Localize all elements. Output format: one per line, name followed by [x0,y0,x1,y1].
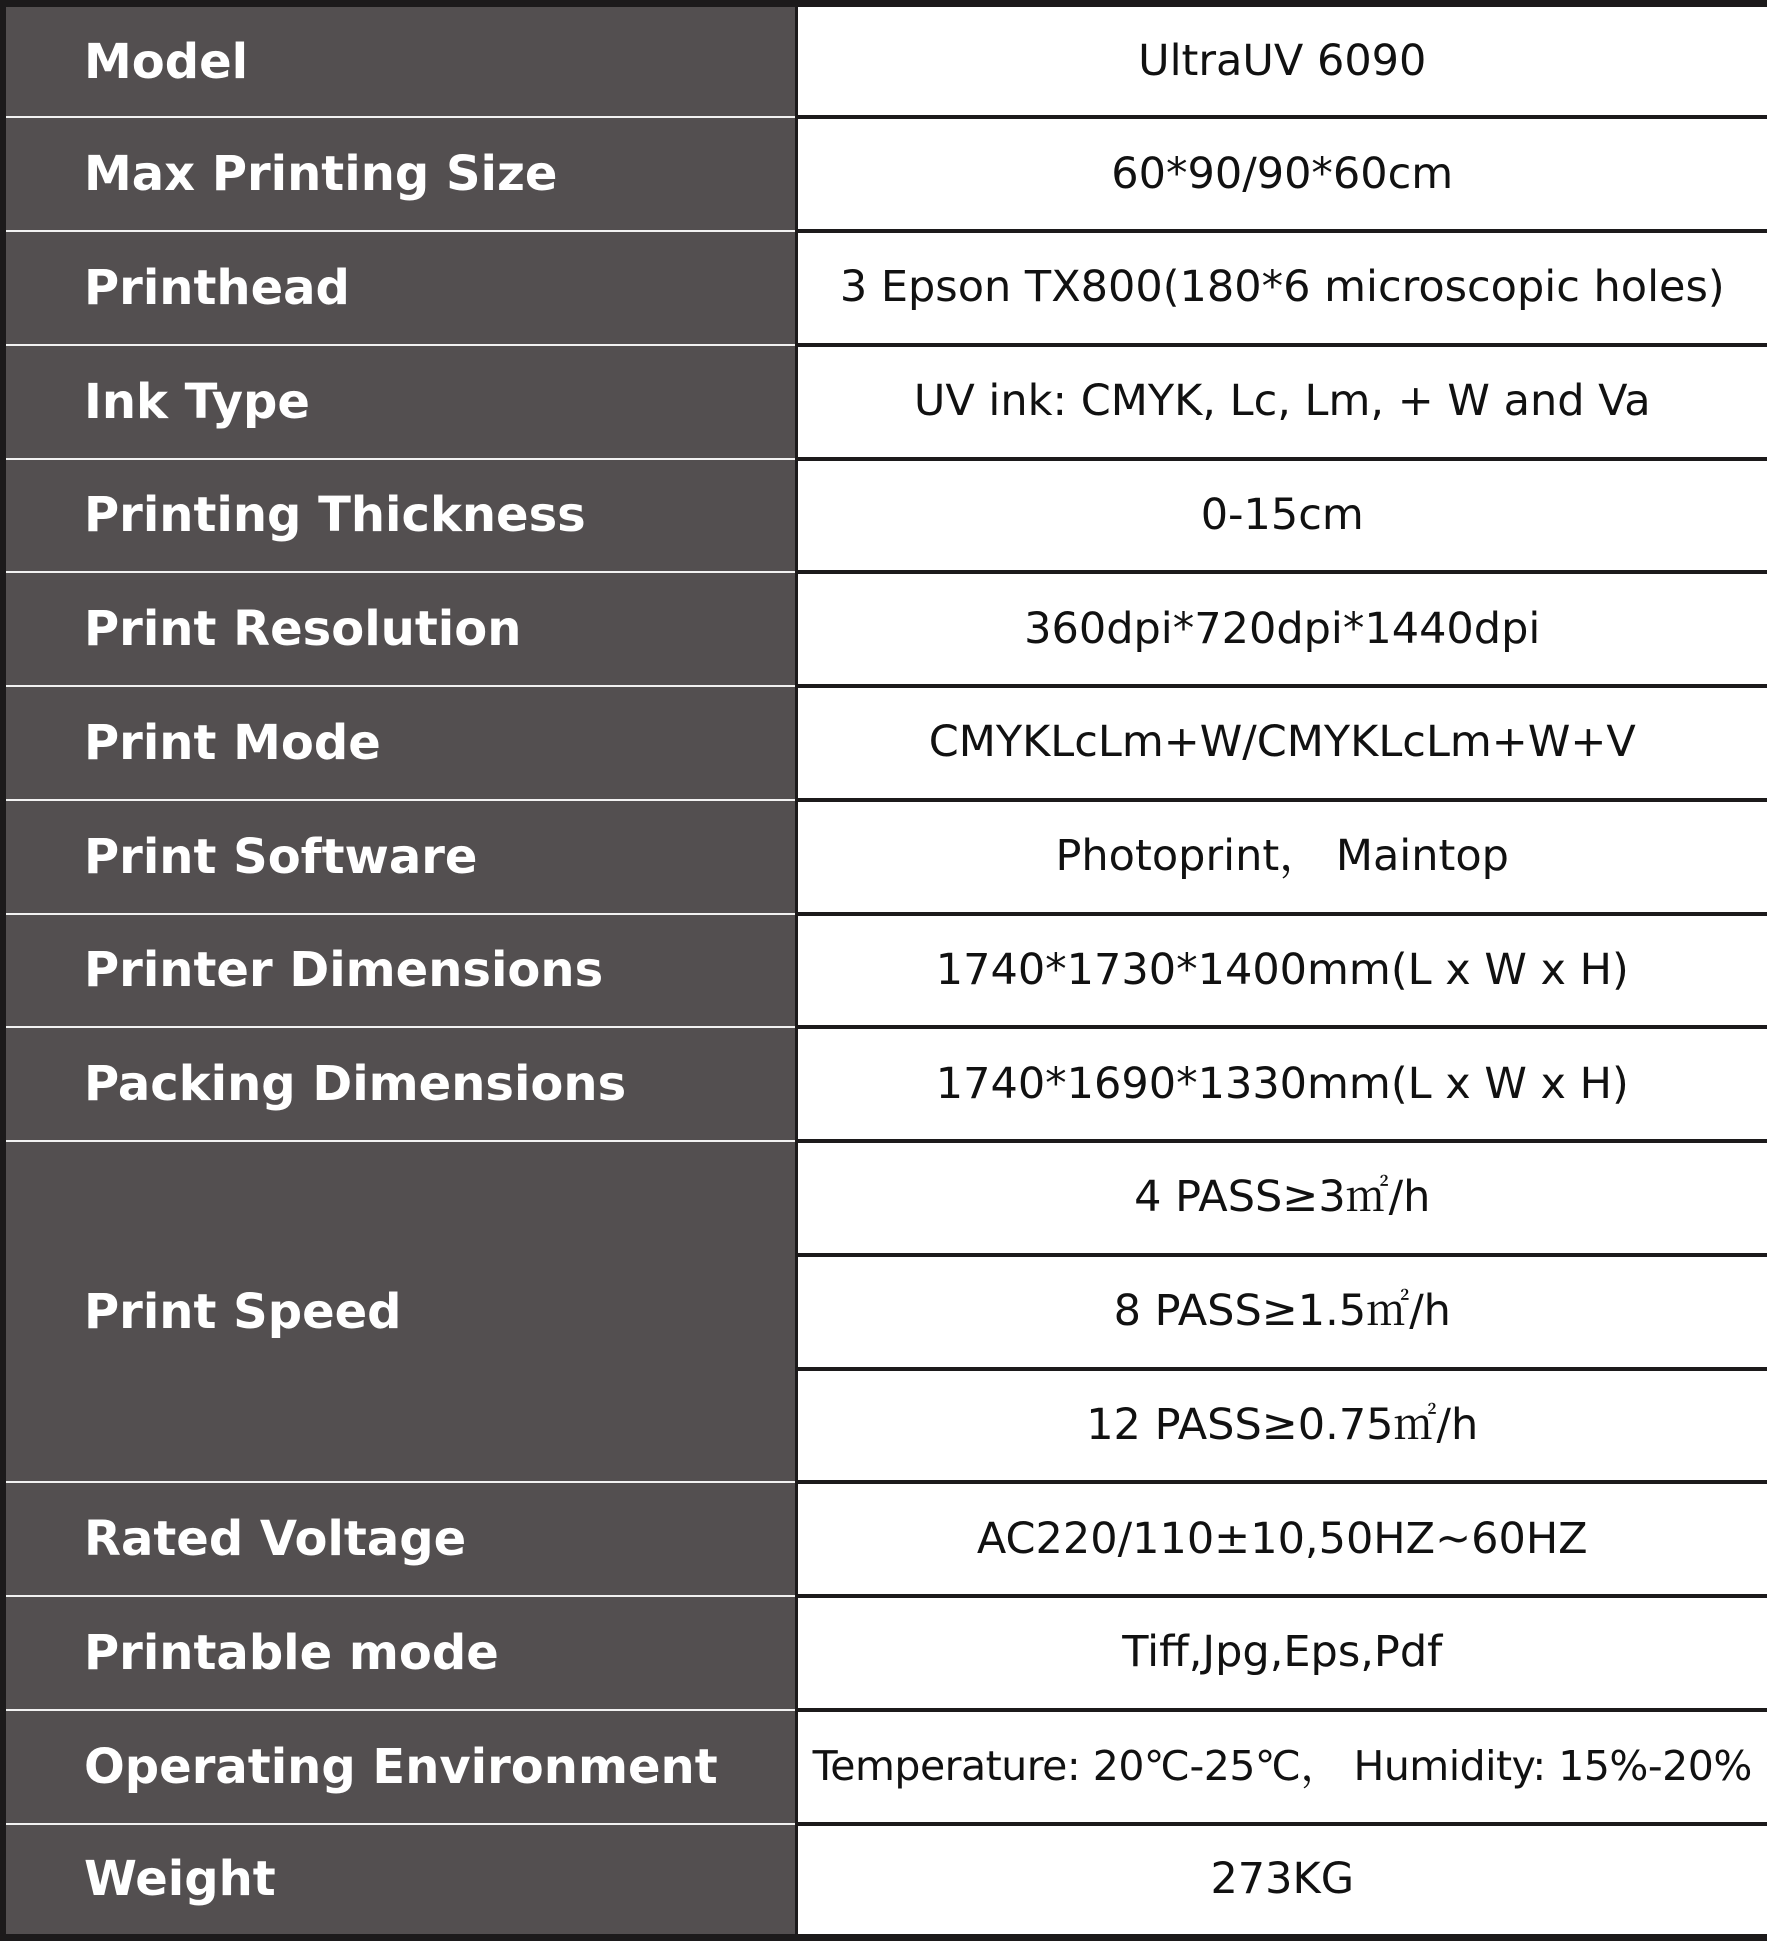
spec-row-printable-mode [3,1596,1767,1710]
spec-row-printer-dimensions [3,914,1767,1028]
spec-value: 8 PASS≥1.5㎡/h [796,1255,1767,1369]
spec-row-packing-dimensions [3,1027,1767,1141]
spec-label: Packing Dimensions [3,1027,796,1141]
spec-value: CMYKLcLm+W/CMYKLcLm+W+V [796,686,1767,800]
spec-row-ink-type [3,345,1767,459]
spec-label: Max Printing Size [3,117,796,231]
spec-value: UltraUV 6090 [796,4,1767,118]
spec-label: Print Speed [3,1141,796,1482]
spec-value: UV ink: CMYK, Lc, Lm, + W and Va [796,345,1767,459]
spec-value: 12 PASS≥0.75㎡/h [796,1369,1767,1483]
spec-row-printhead [3,231,1767,345]
spec-value: AC220/110±10,50HZ~60HZ [796,1482,1767,1596]
spec-row-rated-voltage [3,1482,1767,1596]
spec-value: 3 Epson TX800(180*6 microscopic holes) [796,231,1767,345]
spec-label: Print Resolution [3,572,796,686]
spec-value: 0-15cm [796,459,1767,573]
spec-label: Printable mode [3,1596,796,1710]
spec-value: Photoprint， Maintop [796,800,1767,914]
spec-label: Printing Thickness [3,459,796,573]
spec-label: Model [3,4,796,118]
spec-label: Rated Voltage [3,1482,796,1596]
spec-row-print-speed [3,1141,1767,1255]
spec-row-operating-environment [3,1710,1767,1824]
spec-row-max-printing-size [3,117,1767,231]
spec-value: 1740*1730*1400mm(L x W x H) [796,914,1767,1028]
spec-label: Print Software [3,800,796,914]
spec-label: Printhead [3,231,796,345]
spec-row-print-resolution [3,572,1767,686]
spec-row-print-mode [3,686,1767,800]
spec-value: 1740*1690*1330mm(L x W x H) [796,1027,1767,1141]
spec-value: 273KG [796,1824,1767,1938]
spec-row-printing-thickness [3,459,1767,573]
spec-row-model [3,4,1767,118]
spec-value: 360dpi*720dpi*1440dpi [796,572,1767,686]
spec-label: Printer Dimensions [3,914,796,1028]
spec-label: Weight [3,1824,796,1938]
spec-value: 60*90/90*60cm [796,117,1767,231]
spec-value: Tiff,Jpg,Eps,Pdf [796,1596,1767,1710]
spec-value: 4 PASS≥3㎡/h [796,1141,1767,1255]
spec-label: Print Mode [3,686,796,800]
spec-row-weight [3,1824,1767,1938]
spec-label: Ink Type [3,345,796,459]
spec-row-print-software [3,800,1767,914]
spec-label: Operating Environment [3,1710,796,1824]
spec-value: Temperature: 20℃-25℃， Humidity: 15%-20% [796,1710,1767,1824]
